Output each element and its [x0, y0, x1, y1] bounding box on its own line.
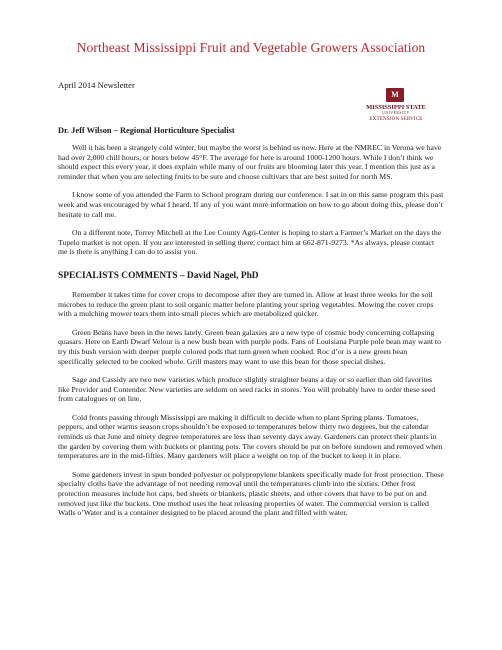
paragraph: Remember it takes time for cover crops to decompose after they are turned in. Allow at least three weeks for the soil microbes to reduce the green plant to soil organic matter before planting your spring vegetables. Mowing the cover crops with a mulching mower tears them into small pieces which are metabolized quicker. [58, 290, 434, 319]
msu-logo-letter: M [391, 90, 399, 99]
msu-extension-logo [360, 88, 432, 130]
paragraph: I know some of you attended the Farm to School program during our conference. I sat in on this same program this past week and was encouraged by what I heard. If any of you want more information on how to go about doing this, please don’t hesitate to call me. [58, 190, 444, 219]
section-heading-nagel: SPECIALISTS COMMENTS – David Nagel, PhD [58, 271, 259, 282]
paragraph: Some gardeners invest in spun bonded polyester or polypropylene blankets specifically made for frost protection. These specialty cloths have the advantage of not needing removal until the temperatures climb into the sixties. Other frost protection measures include hot caps, bed sheets or blankets, plastic sheets, and other covers that have to be put on and removed just like the buckets. One method uses the heat releasing properties of water. The commercial version is called Walls o’Water and is a container designed to be placed around the plant and filled with water. [58, 469, 444, 518]
logo-line-1: MISSISSIPPI STATE [366, 104, 426, 111]
paragraph: On a different note, Torrey Mitchell at the Lee County Agri-Center is hoping to start a Farmer’s Market on the days the Tupelo market is not open. If you are interested in selling there, contact him at 662-871-9273. *As always, please contact me is there is anything I can do to assist you. [58, 227, 442, 257]
logo-line-3: EXTENSION SERVICE [369, 117, 423, 122]
msu-logo-mark [386, 88, 404, 102]
section-heading-wilson: Dr. Jeff Wilson – Regional Horticulture Specialist [58, 126, 235, 135]
newsletter-body [58, 126, 444, 527]
newsletter-date: April 2014 Newsletter [58, 80, 135, 90]
logo-line-2: UNIVERSITY [382, 111, 410, 115]
paragraph: Cold fronts passing through Mississippi are making it difficult to decide when to plant Spring plants. Tomatoes, peppers, and other warms season crops shouldn’t be exposed to temperatures below thirty two degrees, but the calendar reminds us that June and ninety degree temperatures are less than seventy days away. Gardeners can protect their plants in the garden by covering them with buckets or planting pots. The covers should be put on before sundown and removed when temperatures are in the mid-fifties. Many gardeners will place a weight on top of the bucket to keep it in place. [58, 412, 443, 461]
association-title: Northeast Mississippi Fruit and Vegetable Growers Association [76, 40, 426, 55]
paragraph: Well it has been a strangely cold winter, but maybe the worst is behind us now. Here at the NMREC in Verona we have had over 2,000 chill hours, or hours below 45°F. The average for here is around 1000-1200 hours. While I don’t think we should expect this every year, it does explain while many of our fruits are blooming later this year. I mention this just as a reminder that when you are selecting fruits to be sure and choose cultivars that are best suited for north MS. [58, 143, 442, 182]
paragraph: Green Beans have been in the news lately. Green bean galaxies are a new type of cosmic body concerning collapsing quasars. Here on Earth Dwarf Velour is a new bush bean with purple pods. Fans of Louisiana Purple pole bean may want to try this bush version with deeper purple colored pods that turn green when cooked. Roc d’or is a new green bean specifically selected to be cooked whole. Grill masters may want to use this bean for those special dishes. [58, 327, 441, 366]
paragraph: Sage and Cassidy are two new varieties which produce slightly straighter beans a day or so earlier than old favorites like Provider and Contender. New varieties are seldom on seed racks in stores. You will probably have to order these seed from catalogues or on line. [58, 374, 436, 404]
